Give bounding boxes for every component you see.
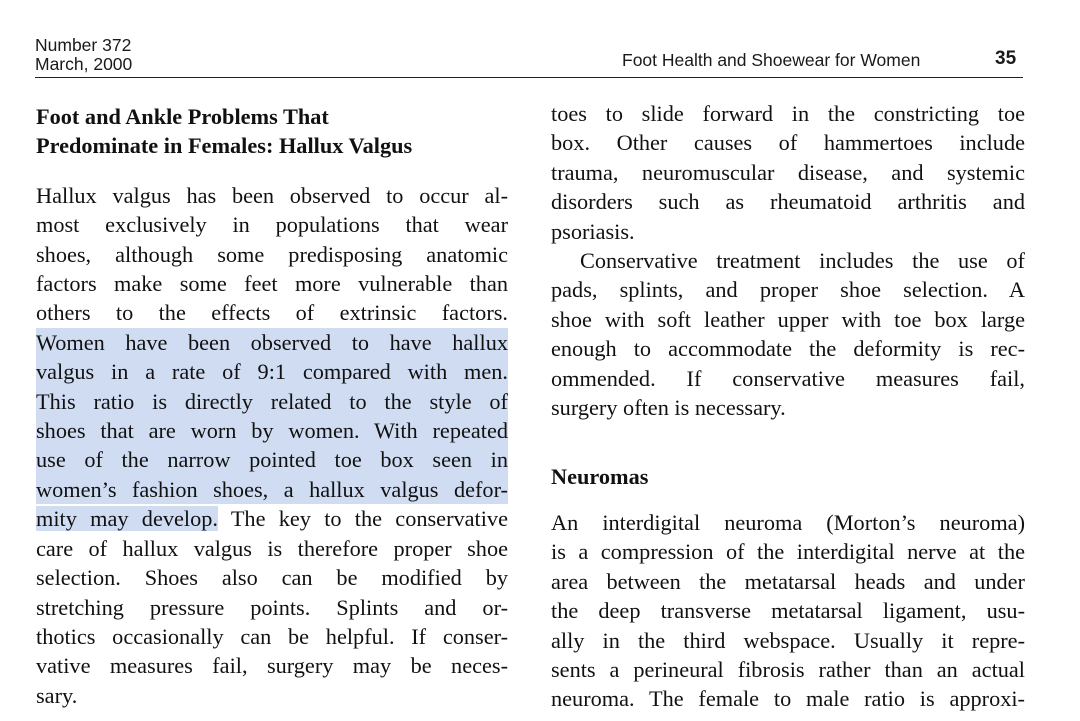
text-line: Hallux valgus has been observed to occur al- (36, 182, 508, 208)
text-line: neuroma. The female to male ratio is approxi- (551, 686, 1025, 712)
left-column (36, 102, 508, 710)
text-line: toes to slide forward in the constricting toe (551, 101, 1025, 126)
highlighted-text-fragment[interactable]: mity may develop. (36, 506, 218, 532)
text-line: most exclusively in populations that wear (36, 212, 508, 238)
text-line: vative measures fail, surgery may be neces- (36, 653, 508, 679)
text-line: pads, splints, and proper shoe selection. A (551, 277, 1025, 303)
highlighted-text-line[interactable]: This ratio is directly related to the style of (36, 387, 508, 416)
paragraph-conservative-treatment (551, 246, 1025, 422)
text-line: thotics occasionally can be helpful. If conser- (36, 623, 508, 649)
running-header-issue (35, 36, 132, 74)
text-line: surgery often is necessary. (551, 395, 786, 421)
text-line: stretching pressure points. Splints and or- (36, 594, 508, 620)
text-fragment: The key to the conservative (217, 506, 508, 532)
text-line: sary. (36, 682, 78, 708)
text-line: selection. Shoes also can be modified by (36, 565, 508, 591)
text-line: care of hallux valgus is therefore proper shoe (36, 535, 508, 561)
paragraph-hammertoes-causes (551, 99, 1025, 246)
header-rule (35, 77, 1023, 78)
text-line: is a compression of the interdigital nerve at the (551, 539, 1025, 565)
text-line: sents a perineural fibrosis rather than an actual (551, 656, 1025, 682)
text-line: Conservative treatment includes the use of (580, 248, 1025, 274)
section-heading-hallux-valgus (36, 102, 508, 161)
mixed-text-line (36, 504, 508, 533)
text-line: others to the effects of extrinsic factors. (36, 300, 508, 326)
text-line: factors make some feet more vulnerable than (36, 271, 508, 297)
page-number: 35 (995, 48, 1017, 69)
issue-number: Number 372 (35, 35, 132, 55)
paragraph-neuromas (551, 508, 1025, 714)
highlighted-text-line[interactable]: valgus in a rate of 9:1 compared with men. (36, 357, 508, 386)
running-header-title: Foot Health and Shoewear for Women (622, 50, 921, 70)
heading-line: Predominate in Females: Hallux Valgus (36, 133, 413, 159)
highlighted-text-line[interactable]: women’s fashion shoes, a hallux valgus defor- (36, 475, 508, 504)
text-line: the deep transverse metatarsal ligament, usu- (551, 598, 1025, 624)
highlighted-text-line[interactable]: use of the narrow pointed toe box seen in (36, 445, 508, 474)
right-column (551, 99, 1025, 714)
issue-date: March, 2000 (35, 54, 133, 74)
text-line: psoriasis. (551, 218, 635, 244)
text-line: trauma, neuromuscular disease, and systemic (551, 159, 1025, 185)
text-line: box. Other causes of hammertoes include (551, 130, 1025, 156)
highlighted-text-line[interactable]: shoes that are worn by women. With repeated (36, 416, 508, 445)
text-line: enough to accommodate the deformity is rec- (551, 336, 1025, 362)
text-line: ally in the third webspace. Usually it repre- (551, 627, 1025, 653)
section-heading-neuromas: Neuromas (551, 464, 649, 490)
text-line: ommended. If conservative measures fail, (551, 365, 1025, 391)
text-line: An interdigital neuroma (Morton’s neuroma) (551, 509, 1025, 535)
paragraph-hallux-valgus (36, 181, 508, 710)
text-line: area between the metatarsal heads and under (551, 568, 1025, 594)
text-line: shoes, although some predisposing anatomic (36, 241, 508, 267)
highlighted-text-line[interactable]: Women have been observed to have hallux (36, 328, 508, 357)
text-line: shoe with soft leather upper with toe box large (551, 306, 1025, 332)
text-line: disorders such as rheumatoid arthritis and (551, 189, 1025, 215)
heading-line: Foot and Ankle Problems That (36, 104, 329, 129)
